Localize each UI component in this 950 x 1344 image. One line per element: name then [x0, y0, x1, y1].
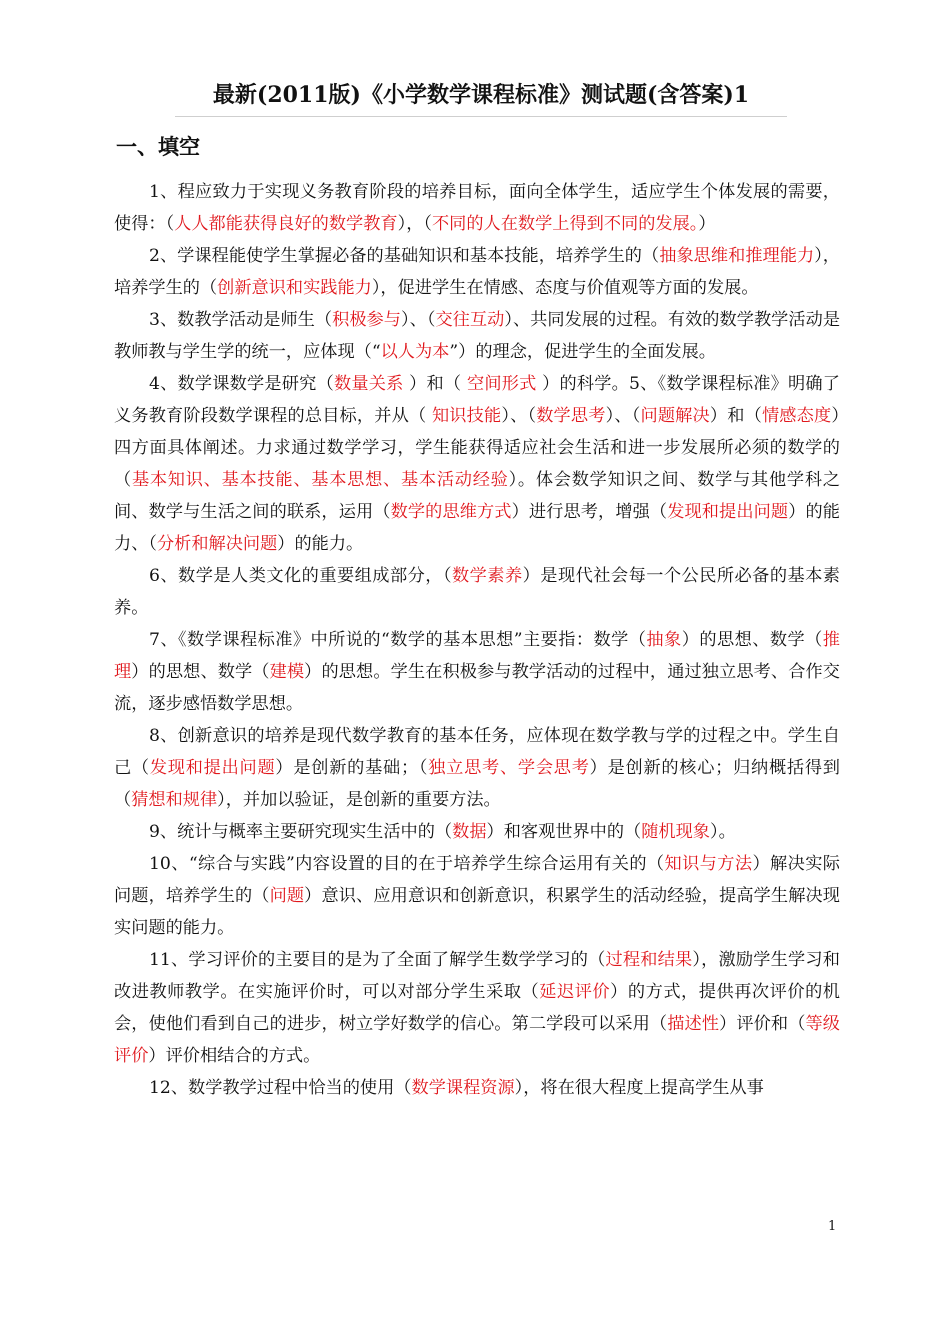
- question-text: ）: [698, 214, 716, 234]
- answer-text: 基本知识、基本技能、基本思想、基本活动经验: [131, 470, 509, 490]
- question-text: ）意识、应用意识和创新意识，积累学生的活动经验，提高学生解决现实问题的能力。: [114, 886, 840, 938]
- answer-text: 分析和解决问题: [156, 534, 278, 554]
- question-text: ）的能力。: [277, 534, 364, 554]
- question-text: ）、（: [605, 406, 641, 426]
- answer-text: 数量关系: [333, 374, 404, 394]
- question-text: ）是创新的核心；归纳概括得到（: [114, 758, 840, 810]
- question-text: ）解决实际问题，培养学生的（: [114, 854, 840, 906]
- answer-text: 猜想和规律: [131, 790, 218, 810]
- question-text: ）的能力、（: [114, 502, 840, 554]
- question-text: ）评价相结合的方式。: [148, 1046, 321, 1066]
- document-title: 最新(2011版)《小学数学课程标准》测试题(含答案)1: [175, 78, 787, 117]
- answer-text: 不同的人在数学上得到不同的发展。: [431, 214, 699, 234]
- question-text: 6、数学是人类文化的重要组成部分，（: [149, 566, 452, 586]
- question-text: 11、学习评价的主要目的是为了全面了解学生数学学习的（: [149, 950, 606, 970]
- question-paragraph: [114, 624, 840, 720]
- question-text: ），并加以验证，是创新的重要方法。: [217, 790, 501, 810]
- question-paragraph: [114, 1072, 840, 1104]
- answer-text: 问题: [269, 886, 305, 906]
- question-text: ）和（: [709, 406, 762, 426]
- question-paragraph: [114, 560, 840, 624]
- answer-text: 以人为本: [380, 342, 450, 362]
- answer-text: 数学素养: [451, 566, 523, 586]
- answer-text: 延迟评价: [539, 982, 611, 1002]
- answer-text: 抽象思维和推理能力: [659, 246, 815, 266]
- answer-text: 数学课程资源: [411, 1078, 515, 1098]
- question-text: ）和客观世界中的（: [486, 822, 642, 842]
- question-text: 10、“综合与实践”内容设置的目的在于培养学生综合运用有关的（: [149, 854, 665, 874]
- answer-text: 等级评价: [114, 1014, 840, 1066]
- question-text: 1、程应致力于实现义务教育阶段的培养目标，面向全体学生，适应学生个体发展的需要，使得：（: [114, 182, 840, 234]
- answer-text: 过程和结果: [605, 950, 693, 970]
- question-text: ）是现代社会每一个公民所必备的基本素养。: [114, 566, 840, 618]
- question-text: ）的思想、数学（: [131, 662, 270, 682]
- answer-text: 描述性: [667, 1014, 720, 1034]
- answer-text: 数学思考: [536, 406, 606, 426]
- answer-text: 交往互动: [435, 310, 505, 330]
- question-text: ）、（: [401, 310, 436, 330]
- answer-text: 抽象: [646, 630, 682, 650]
- question-text: ）的思想。学生在积极参与教学活动的过程中，通过独立思考、合作交流，逐步感悟数学思想。: [114, 662, 840, 714]
- answer-text: 推理: [114, 630, 840, 682]
- question-text: ）、（: [501, 406, 537, 426]
- section-heading: 一、填空: [116, 135, 200, 159]
- question-text: ），促进学生在情感、态度与价值观等方面的发展。: [371, 278, 759, 298]
- question-text: 2、学课程能使学生掌握必备的基础知识和基本技能，培养学生的（: [149, 246, 660, 266]
- question-text: 8、创新意识的培养是现代数学教育的基本任务，应体现在数学教与学的过程之中。学生自己（: [114, 726, 840, 778]
- question-text: ）的思想、数学（: [681, 630, 823, 650]
- question-text: ）是创新的基础；（: [275, 758, 429, 778]
- question-text: ）。体会数学知识之间、数学与其他学科之间、数学与生活之间的联系，运用（: [114, 470, 840, 522]
- answer-text: 空间形式: [466, 374, 537, 394]
- question-text: 9、统计与概率主要研究现实生活中的（: [149, 822, 453, 842]
- question-text: 7、《数学课程标准》中所说的“数学的基本思想”主要指：数学（: [149, 630, 647, 650]
- question-paragraph: [114, 848, 840, 944]
- answer-text: 创新意识和实践能力: [217, 278, 372, 298]
- answer-text: 人人都能获得良好的数学教育: [174, 214, 398, 234]
- question-text: ）和（: [403, 374, 467, 394]
- answer-text: 问题解决: [640, 406, 710, 426]
- question-text: ”）的理念，促进学生的全面发展。: [449, 342, 716, 362]
- question-text: ）的科学。5、《数学课程标准》明确了义务教育阶段数学课程的总目标，并从（: [114, 374, 840, 426]
- question-text: 12、数学教学过程中恰当的使用（: [149, 1078, 412, 1098]
- question-paragraph: [114, 176, 840, 240]
- answer-text: 积极参与: [332, 310, 401, 330]
- answer-text: 数据: [452, 822, 487, 842]
- question-text: 3、数教学活动是师生（: [149, 310, 333, 330]
- document-body: [114, 176, 840, 1104]
- answer-text: 情感态度: [761, 406, 832, 426]
- question-paragraph: [114, 304, 840, 368]
- page-number: 1: [828, 1219, 837, 1234]
- answer-text: 知识技能: [431, 406, 502, 426]
- question-paragraph: [114, 720, 840, 816]
- question-paragraph: [114, 368, 840, 560]
- question-paragraph: [114, 240, 840, 304]
- question-text: ）。: [709, 822, 736, 842]
- answer-text: 建模: [269, 662, 305, 682]
- question-text: ）的方式，提供再次评价的机会，使他们看到自己的进步，树立学好数学的信心。第二学段可以采用（: [114, 982, 840, 1034]
- question-text: ），激励学生学习和改进教师教学。在实施评价时，可以对部分学生采取（: [114, 950, 840, 1002]
- question-text: ）评价和（: [719, 1014, 806, 1034]
- answer-text: 随机现象: [641, 822, 710, 842]
- answer-text: 发现和提出问题: [149, 758, 276, 778]
- question-text: 4、数学课数学是研究（: [149, 374, 334, 394]
- answer-text: 独立思考、学会思考: [428, 758, 590, 778]
- question-paragraph: [114, 816, 840, 848]
- question-text: ）四方面具体阐述。力求通过数学学习，学生能获得适应社会生活和进一步发展所必须的数学的（: [114, 406, 840, 490]
- answer-text: 知识与方法: [664, 854, 753, 874]
- question-text: ）、共同发展的过程。有效的数学教学活动是教师教与学生学的统一，应体现（“: [114, 310, 841, 362]
- question-text: ），将在很大程度上提高学生从事: [514, 1078, 764, 1098]
- question-text: ），培养学生的（: [114, 246, 840, 298]
- question-text: ）进行思考，增强（: [511, 502, 668, 522]
- answer-text: 发现和提出问题: [667, 502, 789, 522]
- answer-text: 数学的思维方式: [390, 502, 512, 522]
- question-text: ），（: [397, 214, 432, 234]
- question-paragraph: [114, 944, 840, 1072]
